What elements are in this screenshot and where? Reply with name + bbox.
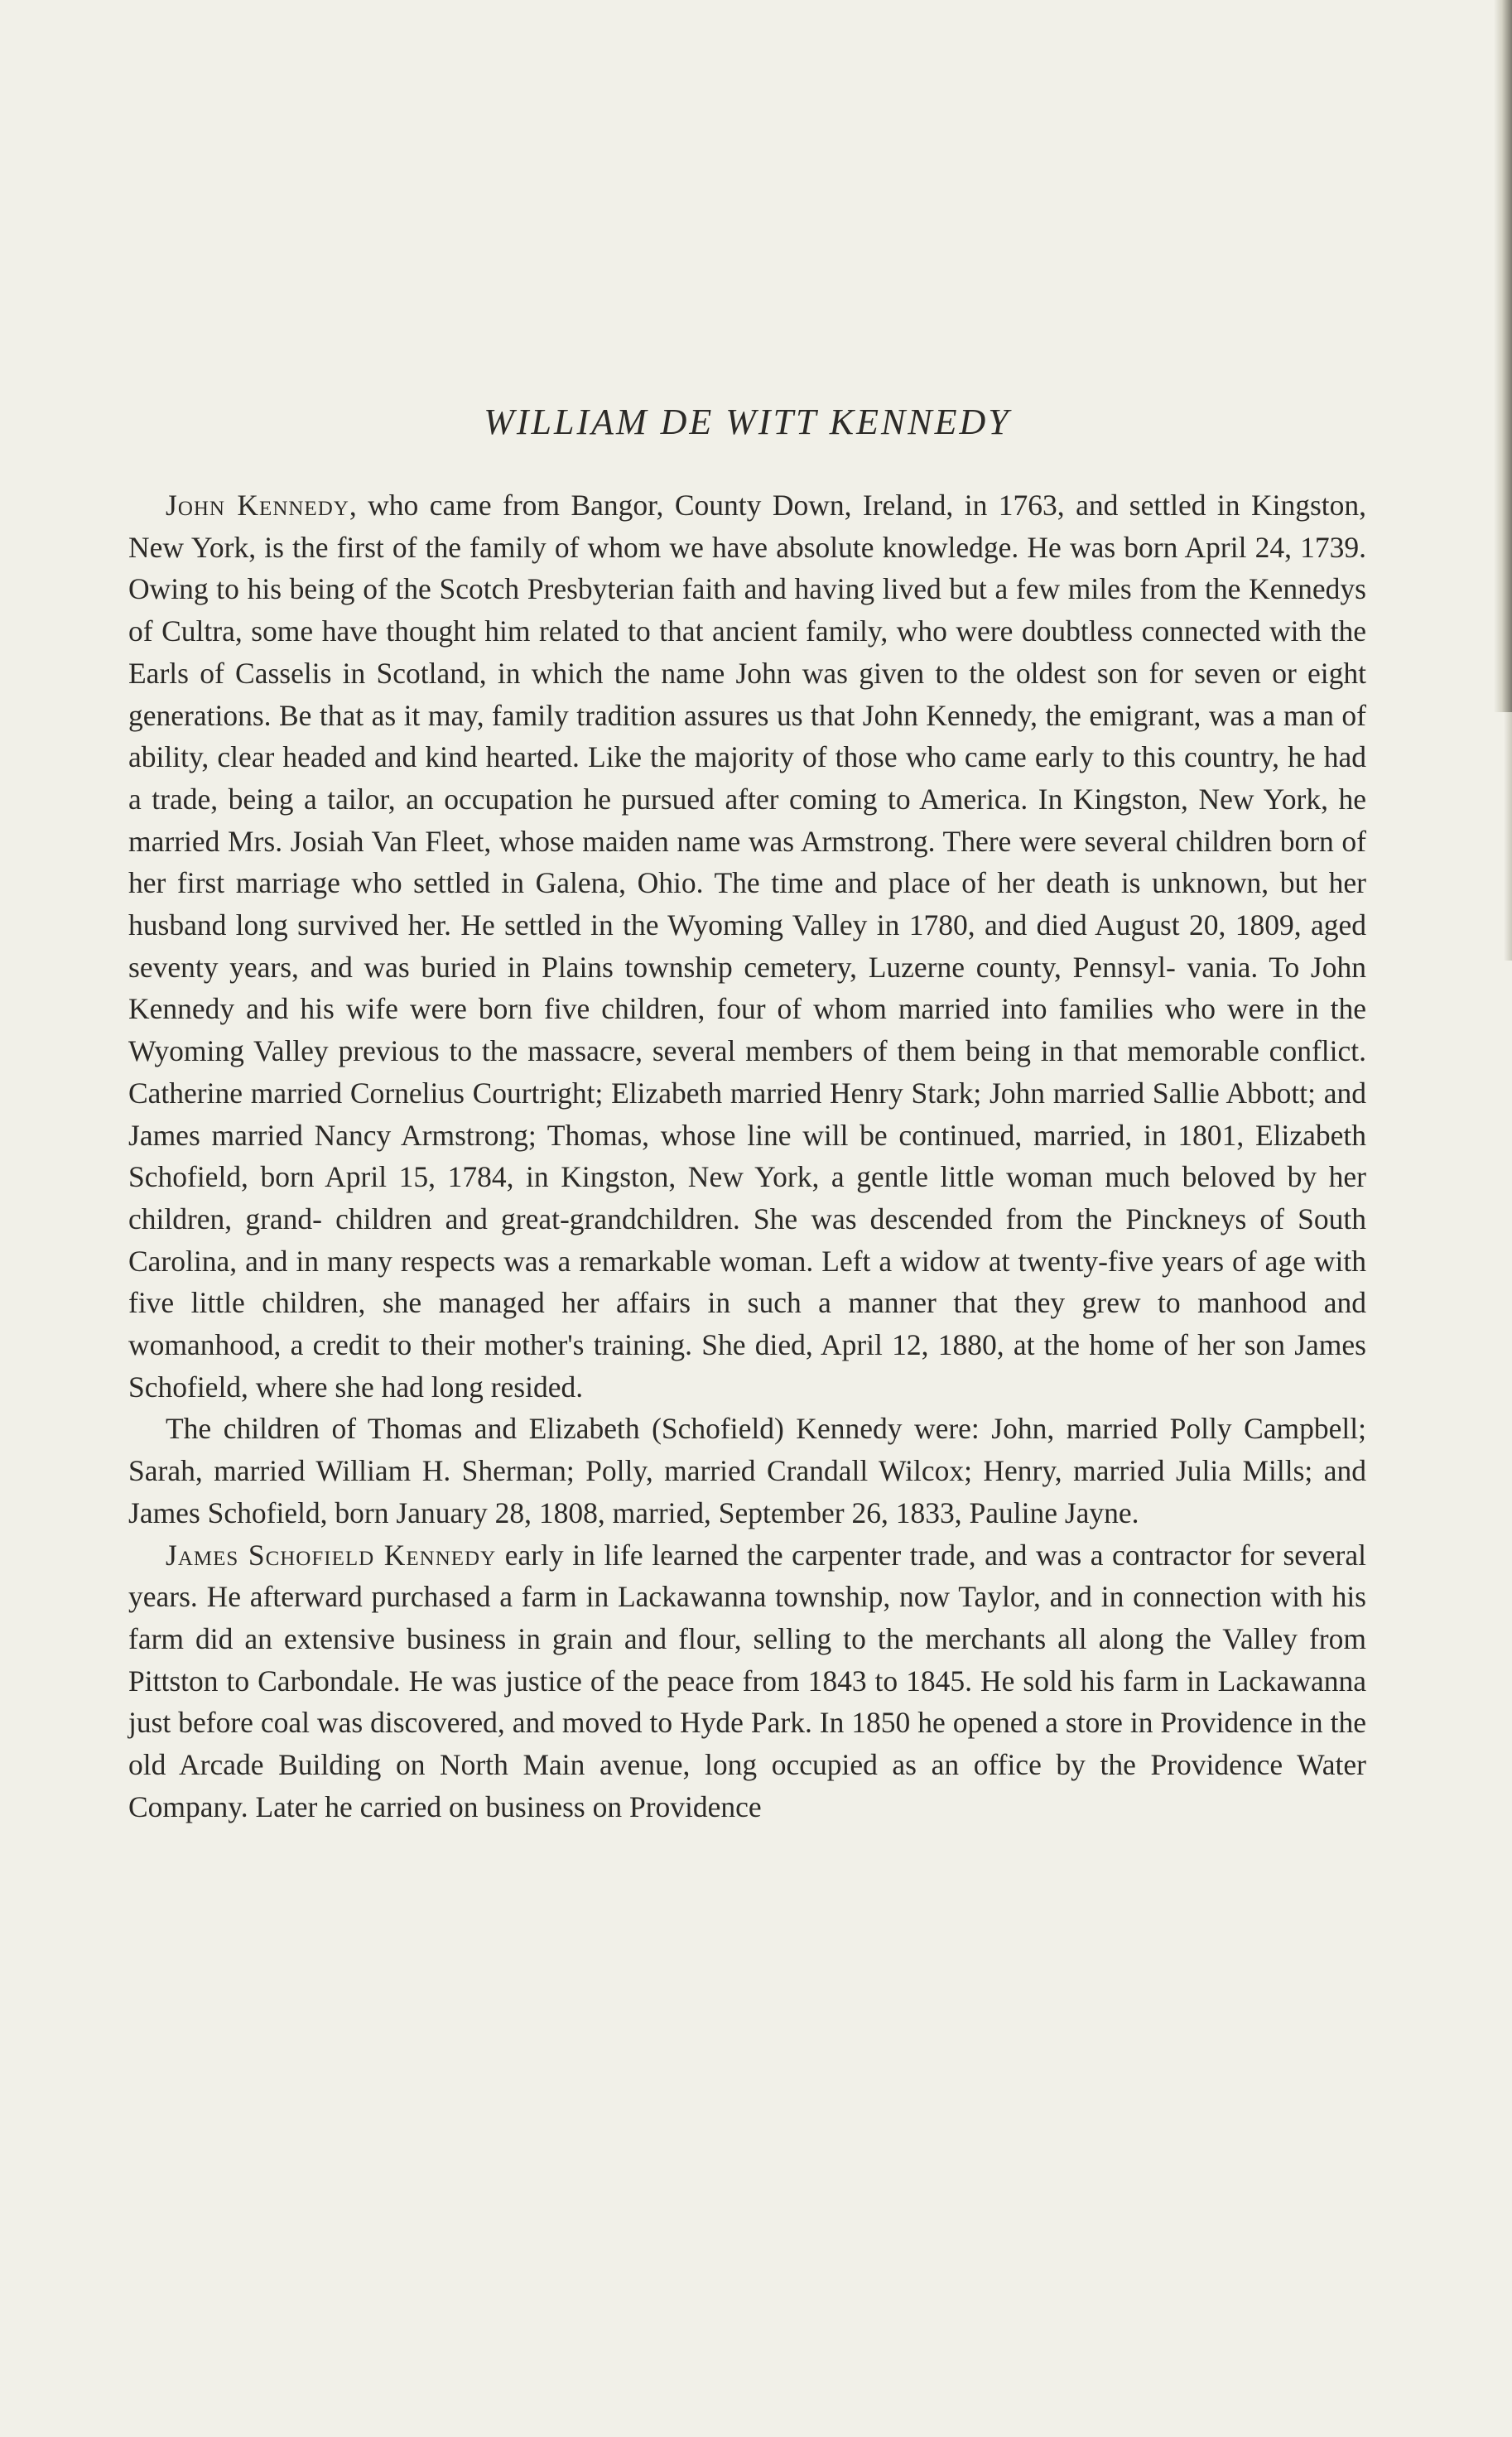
paragraph-1: [128, 484, 1366, 1408]
page-edge-shadow: [1494, 0, 1512, 712]
page-title: WILLIAM DE WITT KENNEDY: [484, 402, 1011, 442]
paragraph-3: [128, 1534, 1366, 1828]
paragraph-1-text: , who came from Bangor, County Down, Ireland, in 1763, and settled in Kingston, New York, is the first of the family of whom we have absolute knowledge. He was born April 24, 1739. Owing to his being of the Scotch Presbyterian faith and having lived but a few miles from the Kennedys of Cultra, some have thought him related to that ancient family, who were doubtless connected with the Earls of Casselis in Scotland, in which the name John was given to the oldest son for seven or eight generations. Be that as it may, family tradition assures us that John Kennedy, the emigrant, was a man of ability, clear headed and kind hearted. Like the majority of those who came early to this country, he had a trade, being a tailor, an occupation he pursued after coming to America. In Kingston, New York, he married Mrs. Josiah Van Fleet, whose maiden name was Armstrong. There were several children born of her first marriage who settled in Galena, Ohio. The time and place of her death is unknown, but her husband long survived her. He settled in the Wyoming Valley in 1780, and died August 20, 1809, aged seventy years, and was buried in Plains township cemetery, Luzerne county, Pennsyl- vania. To John Kennedy and his wife were born five children, four of whom married into families who were in the Wyoming Valley previous to the massacre, several members of them being in that memorable conflict. Catherine married Cornelius Courtright; Elizabeth married Henry Stark; John married Sallie Abbott; and James married Nancy Armstrong; Thomas, whose line will be continued, married, in 1801, Elizabeth Schofield, born April 15, 1784, in Kingston, New York, a gentle little woman much beloved by her children, grand- children and great-grandchildren. She was descended from the Pinckneys of South Carolina, and in many respects was a remarkable woman. Left a widow at twenty-five years of age with five little children, she managed her affairs in such a manner that they grew to manhood and womanhood, a credit to their mother's training. She died, April 12, 1880, at the home of her son James Schofield, where she had long resided.: [128, 489, 1366, 1404]
paragraph-2: [128, 1408, 1366, 1534]
text-block: [128, 397, 1366, 1828]
paragraph-2-text: The children of Thomas and Elizabeth (Schofield) Kennedy were: John, married Polly Campbell; Sarah, married William H. Sherman; Polly, married Crandall Wilcox; Henry, married Julia Mills; and James Schofield, born January 28, 1808, married, September 26, 1833, Pauline Jayne.: [128, 1412, 1366, 1529]
paragraph-1-lead: John Kennedy: [166, 489, 349, 522]
paragraph-3-text: early in life learned the carpenter trade, and was a contractor for several years. He afterward purchased a farm in Lackawanna township, now Taylor, and in connection with his farm did an extensive business in grain and flour, selling to the merchants all along the Valley from Pittston to Carbondale. He was justice of the peace from 1843 to 1845. He sold his farm in Lackawanna just before coal was discovered, and moved to Hyde Park. In 1850 he opened a store in Providence in the old Arcade Building on North Main avenue, long occupied as an office by the Providence Water Company. Later he carried on business on Providence: [128, 1538, 1366, 1823]
page-edge-shadow-lower: [1504, 712, 1512, 961]
paragraph-3-lead: James Schofield Kennedy: [166, 1538, 497, 1572]
